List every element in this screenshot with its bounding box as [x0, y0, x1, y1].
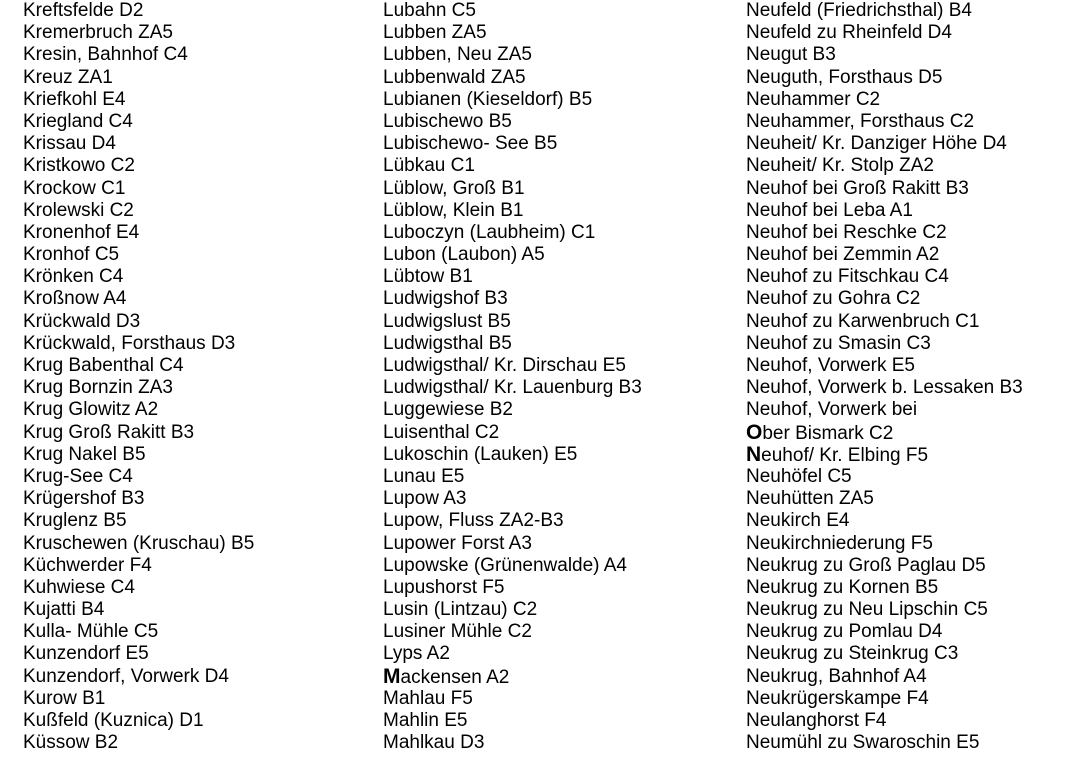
index-entry: Krückwald D3 — [23, 310, 141, 332]
index-entry: Lukoschin (Lauken) E5 — [383, 443, 578, 465]
index-entry: Neuhof zu Karwenbruch C1 — [746, 310, 980, 332]
index-entry: Luboczyn (Laubheim) C1 — [383, 221, 596, 243]
index-entry: Krug Glowitz A2 — [23, 399, 159, 421]
index-entry: Lüblow, Klein B1 — [383, 199, 524, 221]
index-entry: Kriegland C4 — [23, 110, 133, 132]
index-entry: Neukrügerskampe F4 — [746, 687, 929, 709]
index-entry: Krug Nakel B5 — [23, 443, 146, 465]
index-entry: Lubischewo B5 — [383, 110, 512, 132]
index-entry: Mackensen A2 — [383, 664, 510, 688]
index-entry: Neukirchniederung F5 — [746, 532, 933, 554]
index-entry: Lusiner Mühle C2 — [383, 621, 532, 643]
index-entry: Neukrug zu Neu Lipschin C5 — [746, 599, 988, 621]
index-entry: Krug Babenthal C4 — [23, 355, 184, 376]
index-entry: Lubbenwald ZA5 — [383, 66, 526, 88]
index-entry: Neuhöfel C5 — [746, 465, 852, 487]
index-entry: Neukirch E4 — [746, 510, 850, 532]
index-entry: Kuhwiese C4 — [23, 576, 135, 598]
index-entry: Neukrug zu Groß Paglau D5 — [746, 554, 986, 576]
index-entry: Luggewiese B2 — [383, 399, 513, 421]
index-entry: Lupow, Fluss ZA2-B3 — [383, 510, 564, 532]
index-entry: Krückwald, Forsthaus D3 — [23, 332, 236, 354]
index-entry: Neukrug, Bahnhof A4 — [746, 665, 927, 687]
index-entry: Kroßnow A4 — [23, 288, 127, 310]
index-entry: Kruglenz B5 — [23, 510, 127, 532]
index-entry: Neuhof zu Smasin C3 — [746, 332, 931, 354]
index-entry: Neuhof, Vorwerk bei — [746, 399, 918, 421]
index-entry: Mahlin E5 — [383, 710, 468, 731]
index-entry: Lubianen (Kieseldorf) B5 — [383, 88, 593, 110]
index-entry: Neukrug zu Kornen B5 — [746, 576, 939, 598]
section-initial: O — [746, 420, 763, 444]
index-entry: Neufeld (Friedrichsthal) B4 — [746, 0, 972, 21]
index-entry: Neuhof bei Groß Rakitt B3 — [746, 177, 969, 199]
index-entry: Lübtow B1 — [383, 266, 473, 288]
index-entry: Lubahn C5 — [383, 0, 476, 21]
index-entry: Mahlau F5 — [383, 687, 473, 709]
index-entry: Kronhof C5 — [23, 244, 120, 266]
index-entry: Neugut B3 — [746, 44, 836, 66]
index-entry: Lubben ZA5 — [383, 22, 487, 44]
index-entry: Neuhof bei Leba A1 — [746, 199, 913, 221]
index-entry: Neuhof bei Reschke C2 — [746, 221, 947, 243]
index-entry: Neuhof zu Gohra C2 — [746, 288, 921, 310]
index-entry: Luisenthal C2 — [383, 421, 500, 443]
index-entry: Lupower Forst A3 — [383, 532, 532, 554]
index-entry: Lubben, Neu ZA5 — [383, 44, 532, 66]
index-entry: Neuhof, Vorwerk b. Lessaken B3 — [746, 377, 1023, 399]
index-entry: Kreftsfelde D2 — [23, 0, 144, 21]
index-entry: Krolewski C2 — [23, 199, 134, 221]
index-entry: Lübkau C1 — [383, 155, 475, 177]
index-entry: Kreuz ZA1 — [23, 66, 113, 88]
index-entry: Neufeld zu Rheinfeld D4 — [746, 22, 952, 44]
index-entry: Kulla- Mühle C5 — [23, 621, 159, 643]
index-entry: Kujatti B4 — [23, 599, 105, 621]
index-entry: Lusin (Lintzau) C2 — [383, 599, 538, 621]
index-entry: Ludwigshof B3 — [383, 288, 508, 310]
index-entry: Krug Groß Rakitt B3 — [23, 421, 195, 443]
index-entry: Neuhof/ Kr. Elbing F5 — [746, 442, 929, 466]
index-entry: Neuhammer C2 — [746, 88, 881, 110]
index-entry: Kunzendorf E5 — [23, 643, 149, 665]
index-entry: Kruschewen (Kruschau) B5 — [23, 532, 255, 554]
index-entry: Neukrug zu Steinkrug C3 — [746, 643, 959, 665]
index-entry: Krissau D4 — [23, 133, 116, 155]
index-entry: Ober Bismark C2 — [746, 420, 894, 444]
index-entry: Kußfeld (Kuznica) D1 — [23, 710, 204, 731]
section-initial: M — [383, 664, 401, 688]
index-entry: Kunzendorf, Vorwerk D4 — [23, 665, 229, 687]
index-entry: Ludwigsthal/ Kr. Lauenburg B3 — [383, 377, 642, 399]
index-entry: Kremerbruch ZA5 — [23, 22, 173, 44]
index-entry: Mahlkau D3 — [383, 732, 485, 754]
section-initial: N — [746, 442, 762, 466]
index-entry: Neuheit/ Kr. Stolp ZA2 — [746, 155, 934, 177]
index-entry: Neuhof bei Zemmin A2 — [746, 244, 940, 266]
index-entry: Neukrug zu Pomlau D4 — [746, 621, 943, 643]
index-entry: Neuhammer, Forsthaus C2 — [746, 110, 975, 132]
index-entry: Krügershof B3 — [23, 488, 145, 510]
index-entry: Kriefkohl E4 — [23, 88, 126, 110]
index-entry: Krockow C1 — [23, 177, 126, 199]
index-entry: Lupow A3 — [383, 488, 467, 510]
index-entry: Neuhof, Vorwerk E5 — [746, 355, 915, 376]
index-entry: Krug Bornzin ZA3 — [23, 377, 173, 399]
index-entry: Ludwigsthal B5 — [383, 332, 512, 354]
index-entry: Lupushorst F5 — [383, 576, 505, 598]
index-entry: Neuguth, Forsthaus D5 — [746, 66, 943, 88]
index-entry: Lupowske (Grünenwalde) A4 — [383, 554, 627, 576]
index-entry: Kurow B1 — [23, 687, 106, 709]
index-column-1 — [23, 0, 254, 754]
index-entry: Kresin, Bahnhof C4 — [23, 44, 188, 66]
index-entry: Ludwigslust B5 — [383, 310, 511, 332]
index-entry: Neumühl zu Swaroschin E5 — [746, 732, 980, 754]
index-entry: Neulanghorst F4 — [746, 710, 887, 731]
index-entry: Krönken C4 — [23, 266, 124, 288]
index-entry: Kronenhof E4 — [23, 221, 140, 243]
index-entry: Lüblow, Groß B1 — [383, 177, 525, 199]
index-column-3 — [746, 0, 1023, 754]
index-entry: Lubon (Laubon) A5 — [383, 244, 545, 266]
index-entry: Neuheit/ Kr. Danziger Höhe D4 — [746, 133, 1007, 155]
index-entry: Kristkowo C2 — [23, 155, 135, 177]
index-entry: Neuhütten ZA5 — [746, 488, 874, 510]
index-entry: Küssow B2 — [23, 732, 119, 754]
index-entry: Krug-See C4 — [23, 465, 133, 487]
index-entry: Neuhof zu Fitschkau C4 — [746, 266, 949, 288]
index-entry: Lyps A2 — [383, 643, 450, 665]
index-column-2 — [383, 0, 642, 754]
index-entry: Küchwerder F4 — [23, 554, 152, 576]
index-entry: Lubischewo- See B5 — [383, 133, 558, 155]
index-entry: Ludwigsthal/ Kr. Dirschau E5 — [383, 355, 626, 376]
index-entry: Lunau E5 — [383, 465, 465, 487]
